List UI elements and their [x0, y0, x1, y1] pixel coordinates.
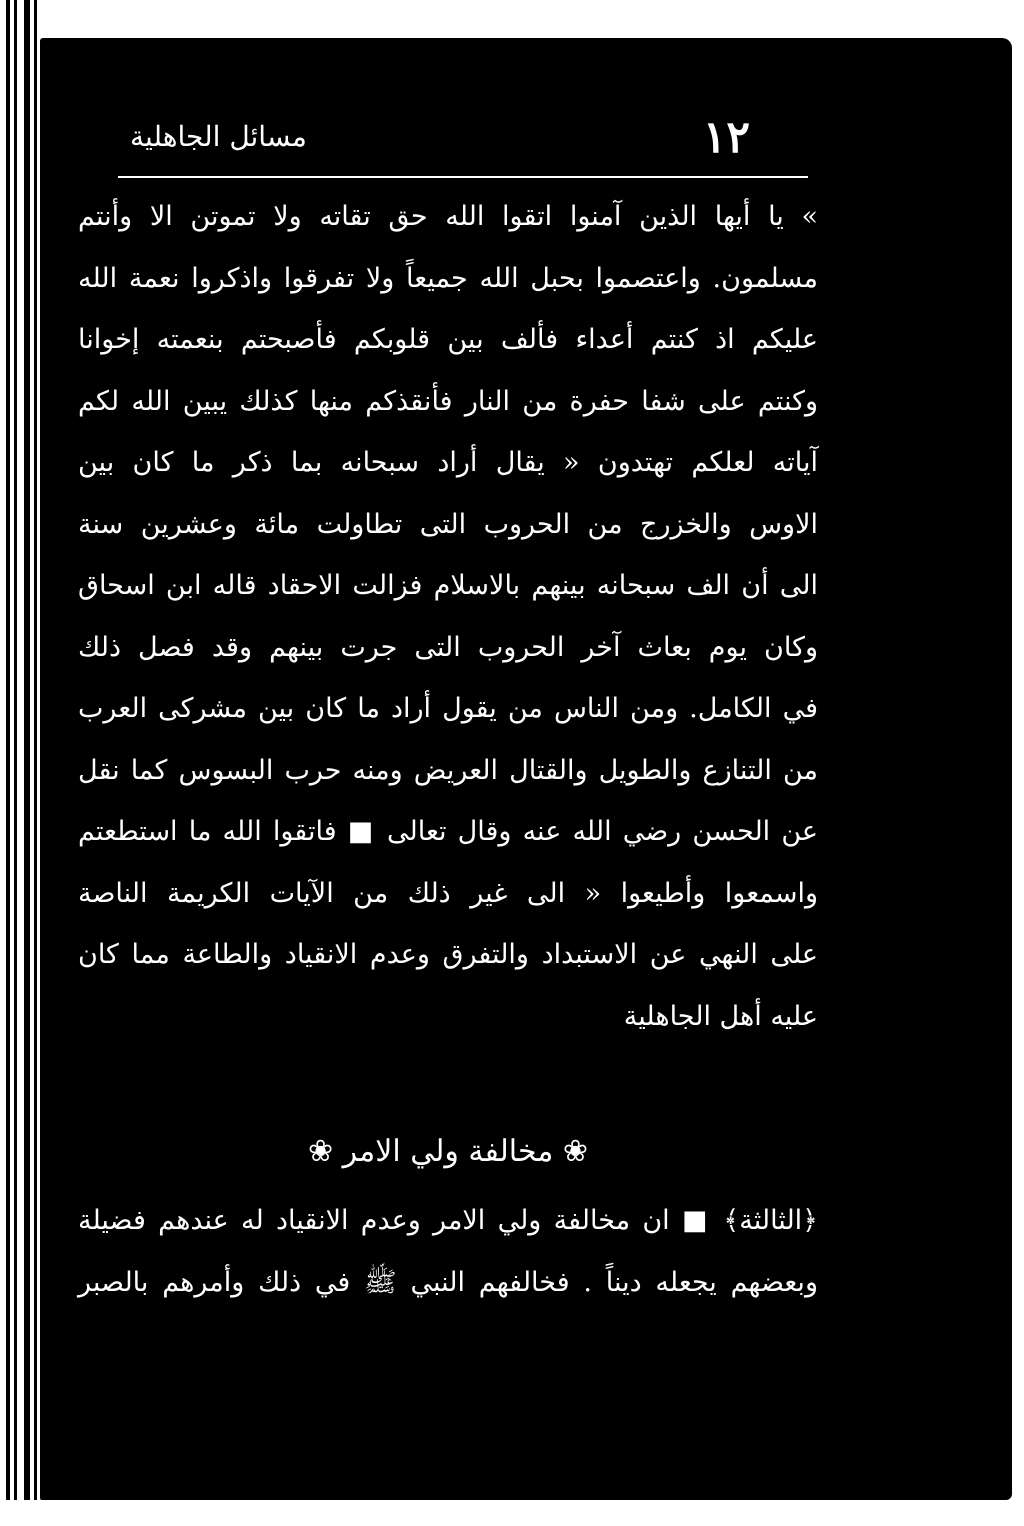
binding-rule: [34, 0, 37, 1526]
binding-rule: [24, 0, 30, 1526]
text-line: » يا أيها الذين آمنوا اتقوا الله حق تقاته ولا تموتن الا وأنتم: [78, 201, 818, 232]
text-line: عليكم اذ كنتم أعداء فألف بين قلوبكم فأصبحتم بنعمته إخوانا: [78, 324, 818, 355]
page-bottom-margin: [0, 1500, 1024, 1526]
section-text: [78, 1190, 818, 1313]
text-line: آياته لعلكم تهتدون « يقال أراد سبحانه بما ذكر ما كان بين: [78, 447, 819, 478]
text-line: عن الحسن رضي الله عنه وقال تعالى ■ فاتقوا الله ما استطعتم: [78, 816, 818, 847]
text-line: من التنازع والطويل والقتال العريض ومنه حرب البسوس كما نقل: [78, 754, 818, 786]
text-line: وكنتم على شفا حفرة من النار فأنقذكم منها كذلك يبين الله لكم: [78, 385, 818, 417]
binding-rule: [14, 0, 17, 1526]
section-heading: ❀ مخالفة ولي الامر ❀: [307, 1134, 589, 1169]
page-header: [130, 112, 750, 172]
text-line: وكان يوم بعاث آخر الحروب التى جرت بينهم وقد فصل ذلك: [78, 631, 818, 663]
binding-rule: [6, 0, 10, 1526]
text-line: مسلمون. واعتصموا بحبل الله جميعاً ولا تفرقوا واذكروا نعمة الله: [78, 262, 818, 294]
header-divider: [118, 176, 808, 178]
main-text: [78, 186, 818, 1047]
page-number: ١٢: [702, 112, 750, 163]
text-line: على النهي عن الاستبداد والتفرق وعدم الانقياد والطاعة مما كان: [78, 939, 818, 970]
text-line: الاوس والخزرج من الحروب التى تطاولت مائة وعشرين سنة: [78, 508, 818, 540]
text-line: ﴿الثالثة﴾ ■ ان مخالفة ولي الامر وعدم الانقياد له عندهم فضيلة: [78, 1205, 818, 1236]
text-line: عليه أهل الجاهلية: [623, 1000, 818, 1032]
text-line: الى أن الف سبحانه بينهم بالاسلام فزالت الاحقاد قاله ابن اسحاق: [78, 570, 818, 601]
text-line: في الكامل. ومن الناس من يقول أراد ما كان بين مشركى العرب: [78, 693, 818, 724]
text-line: وبعضهم يجعله ديناً . فخالفهم النبي ﷺ في ذلك وأمرهم بالصبر: [78, 1266, 818, 1298]
text-line: واسمعوا وأطيعوا « الى غير ذلك من الآيات الكريمة الناصة: [78, 877, 818, 909]
running-title: مسائل الجاهلية: [130, 120, 307, 153]
